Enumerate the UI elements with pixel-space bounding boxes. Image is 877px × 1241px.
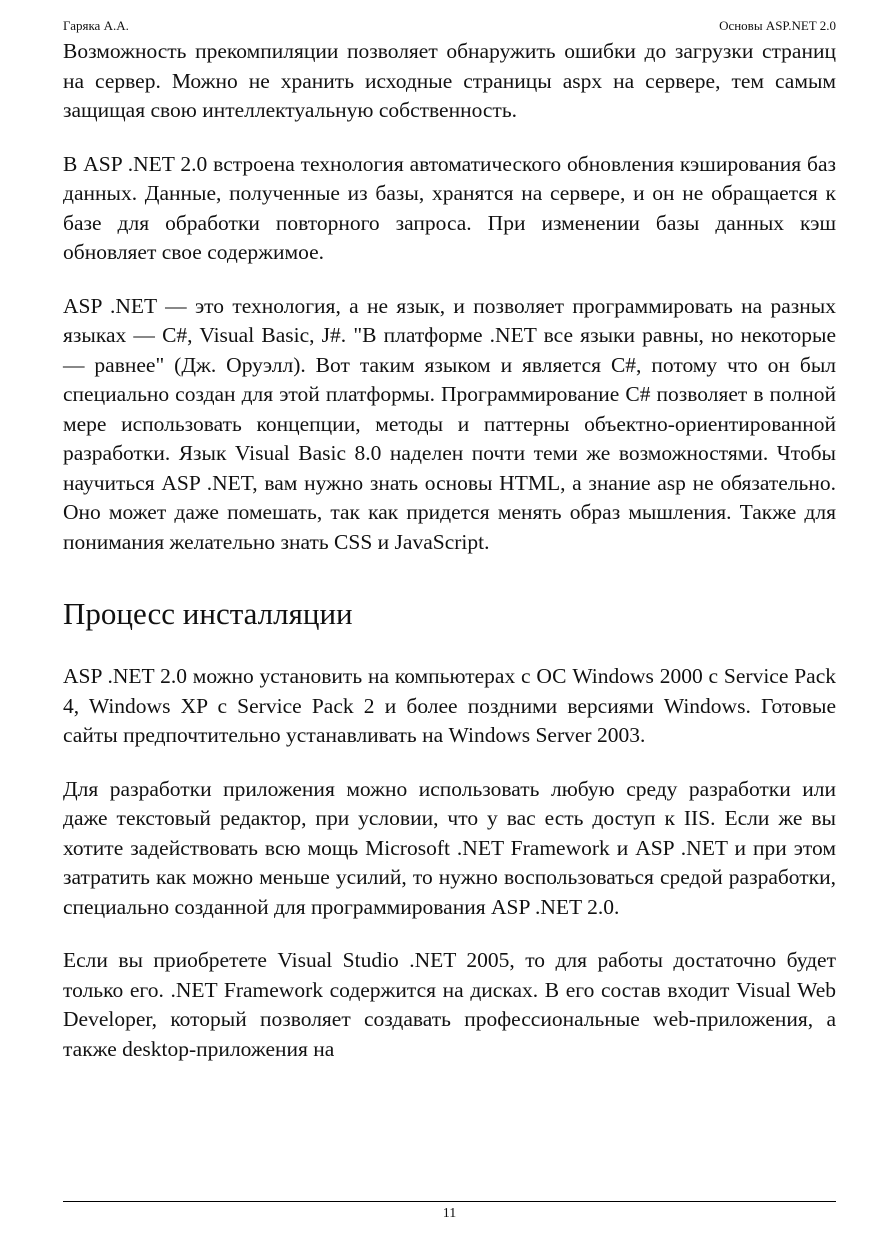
paragraph-db-caching: В ASP .NET 2.0 встроена технология автоматического обновления кэширования баз данных. Данные, полученные из базы, хранятся на сервере, и он не обращается к базе для обработки повторного запроса. При изменении базы данных кэш обновляет свое содержимое.: [63, 151, 836, 264]
section-heading: Процесс инсталляции: [63, 596, 353, 631]
document-page: [63, 0, 836, 1241]
paragraph-languages: ASP .NET — это технология, а не язык, и позволяет программировать на разных языках — C#, Visual Basic, J#. "В платформе .NET все языки равны, но некоторые — равнее" (Дж. Оруэлл). Вот таким языком и является C#, потому что он был специально создан для этой платформы. Программирование C# позволяет в полной мере использовать концепции, методы и паттерны объектно-ориентированной разработки. Язык Visual Basic 8.0 наделен почти теми же возможностями. Чтобы научиться ASP .NET, вам нужно знать основы HTML, а знание asp не обязательно. Оно может даже помешать, так как придется менять образ мышления. Также для понимания желательно знать CSS и JavaScript.: [63, 293, 836, 554]
header-book-title: Основы ASP.NET 2.0: [719, 18, 836, 33]
paragraph-visual-studio: Если вы приобретете Visual Studio .NET 2005, то для работы достаточно будет только его. .NET Framework содержится на дисках. В его состав входит Visual Web Developer, который позволяет создавать профессиональные web-приложения, а также desktop-приложения на: [63, 948, 836, 1061]
paragraph-precompilation: Возможность прекомпиляции позволяет обнаружить ошибки до загрузки страниц на сервер. Можно не хранить исходные страницы aspx на сервере, тем самым защищая свою интеллектуальную собственность.: [63, 39, 836, 122]
running-header: [63, 17, 836, 35]
paragraph-system-requirements: ASP .NET 2.0 можно установить на компьютерах с ОС Windows 2000 с Service Pack 4, Windows XP с Service Pack 2 и более поздними версиями Windows. Готовые сайты предпочтительно устанавливать на Windows Server 2003.: [63, 664, 836, 747]
footer-divider: [63, 1201, 836, 1202]
paragraph-dev-environment: Для разработки приложения можно использовать любую среду разработки или даже текстовый редактор, при условии, что у вас есть доступ к IIS. Если же вы хотите задействовать всю мощь Microsoft .NET Framework и ASP .NET и при этом затратить как можно меньше усилий, то нужно воспользоваться средой разработки, специально созданной для программирования ASP .NET 2.0.: [63, 776, 836, 919]
page-body: [63, 37, 836, 1088]
header-author: Гаряка А.А.: [63, 18, 129, 33]
page-number: 11: [442, 1206, 457, 1221]
